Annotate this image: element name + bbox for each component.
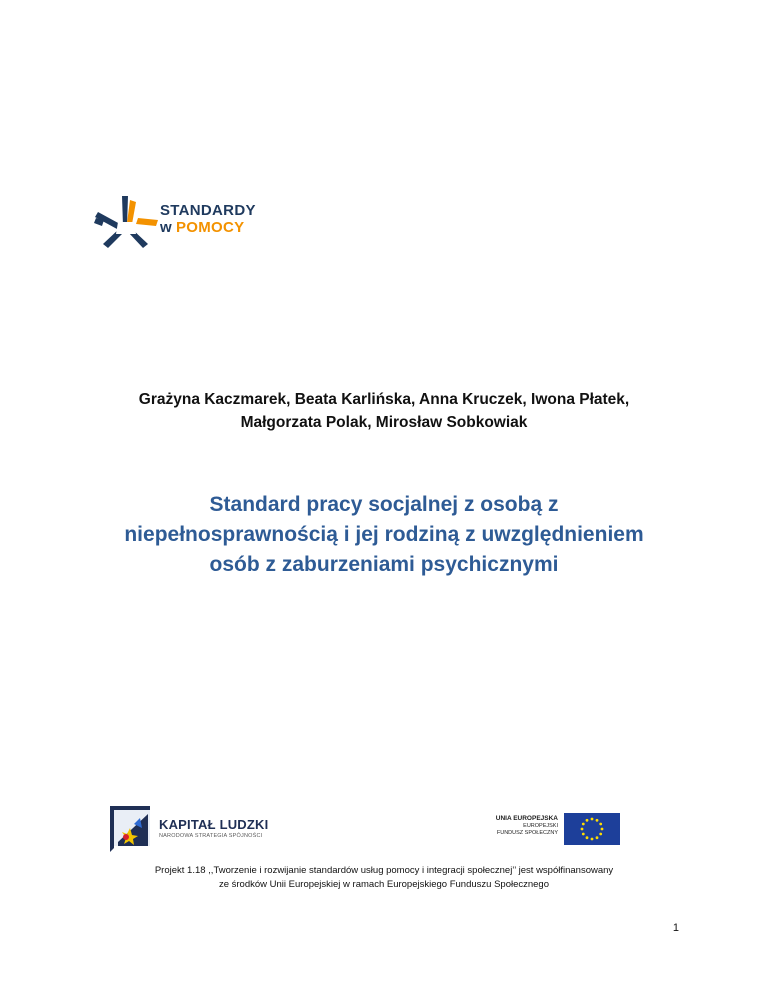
- kapital-ludzki-subtitle: NARODOWA STRATEGIA SPÓJNOŚCI: [159, 833, 263, 839]
- eu-text-block: [496, 814, 558, 837]
- star-figure-icon: [94, 196, 158, 248]
- logo-word-standardy: STANDARDY: [160, 202, 256, 219]
- logo-word-pomocy: POMOCY: [175, 219, 245, 236]
- kapital-ludzki-name: KAPITAŁ LUDZKI: [159, 817, 269, 832]
- eu-flag-icon: [564, 813, 620, 845]
- footer-funding-note: [60, 864, 708, 892]
- authors-line-2: Małgorzata Polak, Mirosław Sobkowiak: [240, 414, 528, 431]
- logo-word-w: w: [160, 219, 172, 236]
- standardy-w-pomocy-logo: [94, 196, 274, 248]
- kapital-ludzki-emblem-icon: [110, 806, 156, 852]
- title-line-2: niepełnosprawnością i jej rodziną z uwzględnieniem: [124, 523, 644, 546]
- footer-line-1: Projekt 1.18 ,,Tworzenie i rozwijanie standardów usług pomocy i integracji społecznej’’ jest współfinansowany: [154, 865, 614, 876]
- logo-word-w-pomocy: [160, 219, 244, 236]
- footer-line-2: ze środków Unii Europejskiej w ramach Europejskiego Funduszu Społecznego: [218, 879, 550, 890]
- eu-line-2: EUROPEJSKI: [523, 823, 558, 829]
- page-number: 1: [672, 922, 679, 934]
- kapital-ludzki-logo: [110, 806, 310, 852]
- unia-europejska-logo: [488, 813, 620, 845]
- authors-line-1: Grażyna Kaczmarek, Beata Karlińska, Anna Kruczek, Iwona Płatek,: [138, 391, 630, 408]
- eu-line-1: UNIA EUROPEJSKA: [495, 815, 558, 822]
- title-line-1: Standard pracy socjalnej z osobą z: [209, 493, 559, 516]
- document-title: [60, 490, 708, 580]
- eu-line-3: FUNDUSZ SPOŁECZNY: [496, 830, 558, 836]
- authors-block: [60, 388, 708, 434]
- title-line-3: osób z zaburzeniami psychicznymi: [209, 553, 559, 576]
